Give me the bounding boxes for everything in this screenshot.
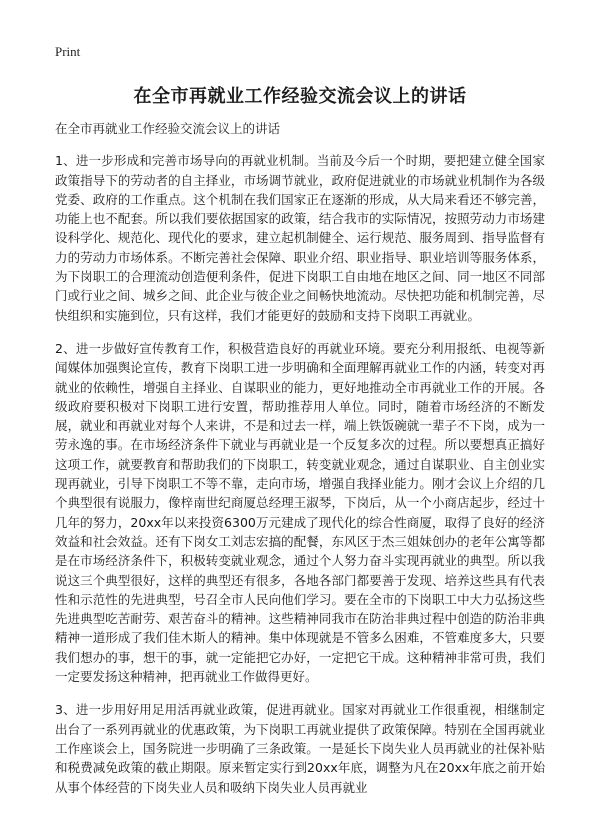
page-title: 在全市再就业工作经验交流会议上的讲话 [133,86,467,107]
paragraph-3: 3、进一步用好用足用活再就业政策，促进再就业。国家对再就业工作很重视，相继制定出台了一系列再就业的优惠政策，为下岗职工再就业提供了政策保障。特别在全国再就业工作座谈会上，国务院进一步明确了三条政策。一是延长下岗失业人员再就业的社保补贴和税费减免政策的截止期限。原来暂定实行到20xx年底，调整为凡在20xx年底之前开始从事个体经营的下岗失业人员和吸纳下岗失业人员再就业 [55,702,545,795]
print-link[interactable]: Print [55,44,81,59]
paragraph-1: 1、进一步形成和完善市场导向的再就业机制。当前及今后一个时期，要把建立健全国家政策指导下的劳动者的自主择业，市场调节就业，政府促进就业的市场就业机制作为各级党委、政府的工作重点。这个机制在我们国家正在逐渐的形成，从大局来看还不够完善，功能上也不配套。所以我们要依据国家的政策，结合我市的实际情况，按照劳动力市场建设科学化、规范化、现代化的要求，建立起机制健全、运行规范、服务周到、指导监督有力的劳动力市场体系。不断完善社会保障、职业介绍、职业指导、职业培训等服务体系，为下岗职工的合理流动创造便利条件，促进下岗职工自由地在地区之间、同一地区不同部门或行业之间、城乡之间、此企业与彼企业之间畅快地流动。尽快把功能和机制完善，尽快组织和实施到位，只有这样，我们才能更好的鼓励和支持下岗职工再就业。 [55,153,545,323]
paragraph-2: 2、进一步做好宣传教育工作，积极营造良好的再就业环境。要充分利用报纸、电视等新闻媒体加强舆论宣传，教育下岗职工进一步明确和全面理解再就业工作的内涵，转变对再就业的依赖性，增强自主择业、自谋职业的能力，更好地推动全市再就业工作的开展。各级政府要积极对下岗职工进行安置，帮助推荐用人单位。同时，随着市场经济的不断发展，就业和再就业对每个人来讲，不是和过去一样，端上铁饭碗就一辈子不下岗，成为一劳永逸的事。在市场经济条件下就业与再就业是一个反复多次的过程。所以要想真正搞好这项工作，就要教育和帮助我们的下岗职工，转变就业观念，通过自谋职业、自主创业实现再就业，引导下岗职工不等不靠，走向市场，增强自我择业能力。刚才会议上介绍的几个典型很有说服力，像梓南世纪商厦总经理王淑琴，下岗后，从一个小商店起步，经过十几年的努力，20xx年以来投资6300万元建成了现代化的综合性商厦，取得了良好的经济效益和社会效益。还有下岗女工刘志宏搞的配餐，东风区于杰三姐妹创办的老年公寓等都是在市场经济条件下，积极转变就业观念，通过个人努力奋斗实现再就业的典型。所以我说这三个典型很好，这样的典型还有很多，各地各部门都要善于发现、培养这些具有代表性和示范性的先进典型，号召全市人民向他们学习。要在全市的下岗职工中大力弘扬这些先进典型吃苦耐劳、艰苦奋斗的精神。这些精神同我市在防治非典过程中创造的防治非典精神一道形成了我们佳木斯人的精神。集中体现就是不管多么困难，不管难度多大，只要我们想办的事，想干的事，就一定能把它办好，一定把它干成。这种精神非常可贵，我们一定要发扬这种精神，把再就业工作做得更好。 [55,340,545,685]
document-subtitle: 在全市再就业工作经验交流会议上的讲话 [55,121,281,136]
document-body [55,119,545,811]
